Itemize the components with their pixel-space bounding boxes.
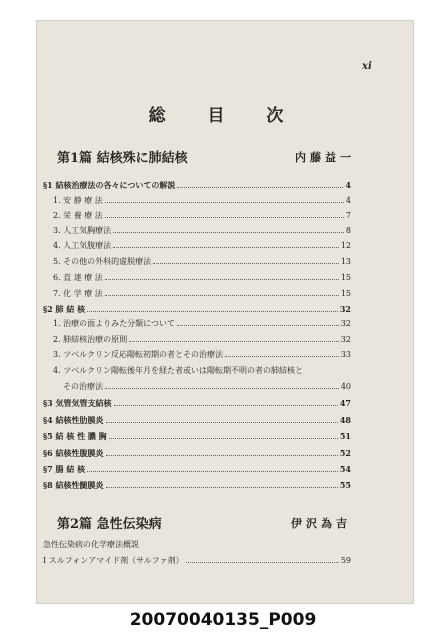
part-2-author: 伊沢為吉	[291, 517, 351, 530]
toc-page: 54	[339, 464, 351, 474]
page-title: 総 目 次	[148, 106, 302, 126]
toc-entry	[53, 226, 351, 236]
leader-dots	[186, 562, 339, 563]
toc-entry	[43, 180, 351, 190]
toc-entry	[63, 382, 351, 392]
leader-dots	[106, 422, 338, 423]
toc-entry	[53, 241, 351, 251]
toc-label: I スルフォンアマイド剤（サルファ剤）	[43, 556, 184, 565]
toc-entry	[43, 415, 351, 425]
toc-entry	[53, 257, 351, 267]
part-2-title: 第2篇 急性伝染病	[57, 517, 162, 532]
toc-entry	[43, 448, 351, 458]
toc-page: 47	[339, 398, 351, 408]
part-1-author: 内藤益一	[295, 151, 355, 164]
leader-dots	[177, 187, 343, 188]
leader-dots	[87, 471, 338, 472]
leader-dots	[105, 279, 339, 280]
toc-label: 7. 化 学 療 法	[53, 289, 103, 298]
leader-dots	[106, 487, 338, 488]
part-2-subtitle: 急性伝染病の化学療法概説	[43, 540, 139, 549]
toc-label: §6 結核性腹膜炎	[43, 448, 104, 458]
toc-page: 15	[340, 273, 351, 282]
leader-dots	[225, 356, 339, 357]
toc-label: 3. ツベルクリン反応陽転初期の者とその治療法	[53, 350, 224, 359]
leader-dots	[113, 232, 344, 233]
leader-dots	[129, 341, 339, 342]
toc-page: 12	[340, 241, 351, 250]
page-number: xi	[362, 61, 372, 72]
leader-dots	[105, 295, 339, 296]
toc-label: §1 結核治療法の各々についての解説	[43, 180, 176, 190]
toc-entry	[53, 319, 351, 329]
leader-dots	[105, 202, 344, 203]
toc-page: 32	[340, 335, 351, 344]
toc-page: 13	[340, 257, 351, 266]
toc-label: §4 結核性肋膜炎	[43, 415, 104, 425]
toc-page: 33	[340, 350, 351, 359]
toc-label: 2. 肺結核治療の原則	[53, 335, 128, 344]
toc-page: 51	[339, 431, 351, 441]
toc-label: §5 結 核 性 膿 胸	[43, 431, 107, 441]
toc-label: 6. 直 達 療 法	[53, 273, 103, 282]
toc-page: 8	[345, 226, 351, 235]
toc-entry	[43, 464, 351, 474]
toc-page: 4	[345, 196, 351, 205]
toc-label: 1. 治療の面よりみた分類について	[53, 319, 176, 328]
toc-label: 4. 人工気腹療法	[53, 241, 112, 250]
toc-page: 4	[345, 180, 351, 190]
toc-page: 32	[339, 304, 351, 314]
leader-dots	[105, 388, 339, 389]
toc-page: 7	[345, 211, 351, 220]
leader-dots	[114, 405, 338, 406]
toc-page: 32	[340, 319, 351, 328]
leader-dots	[153, 263, 339, 264]
toc-entry	[53, 273, 351, 283]
toc-entry	[43, 304, 351, 314]
toc-page: 59	[340, 556, 351, 565]
toc-label: 5. その他の外科的虚脱療法	[53, 257, 152, 266]
toc-label: §2 肺 結 核	[43, 304, 86, 314]
toc-entry	[53, 335, 351, 345]
leader-dots	[109, 438, 338, 439]
leader-dots	[177, 325, 339, 326]
toc-entry	[43, 556, 351, 566]
toc-entry	[53, 196, 351, 206]
leader-dots	[113, 247, 339, 248]
toc-page: 48	[339, 415, 351, 425]
toc-label: 2. 栄 養 療 法	[53, 211, 103, 220]
toc-label: §3 気管気管支結核	[43, 398, 112, 408]
leader-dots	[87, 311, 338, 312]
toc-entry	[53, 289, 351, 299]
toc-page: 15	[340, 289, 351, 298]
toc-label: その治療法	[63, 382, 103, 391]
toc-entry	[43, 480, 351, 490]
toc-entry	[53, 211, 351, 221]
leader-dots	[105, 217, 344, 218]
toc-label: §8 結核性髄膜炎	[43, 480, 104, 490]
toc-label: 3. 人工気胸療法	[53, 226, 112, 235]
book-page	[36, 20, 414, 604]
toc-page: 52	[339, 448, 351, 458]
leader-dots	[106, 455, 338, 456]
image-caption: 20070040135_P009	[129, 610, 317, 630]
toc-entry	[43, 431, 351, 441]
toc-entry-text: 4. ツベルクリン陽転後年月を経た者或いは陽転期不明の者の肺結核と	[53, 366, 304, 375]
toc-page: 40	[340, 382, 351, 391]
toc-entry	[53, 350, 351, 360]
toc-entry	[43, 398, 351, 408]
part-1-title: 第1篇 結核殊に肺結核	[57, 151, 188, 166]
toc-label: 1. 安 静 療 法	[53, 196, 103, 205]
toc-page: 55	[339, 480, 351, 490]
toc-label: §7 腸 結 核	[43, 464, 86, 474]
